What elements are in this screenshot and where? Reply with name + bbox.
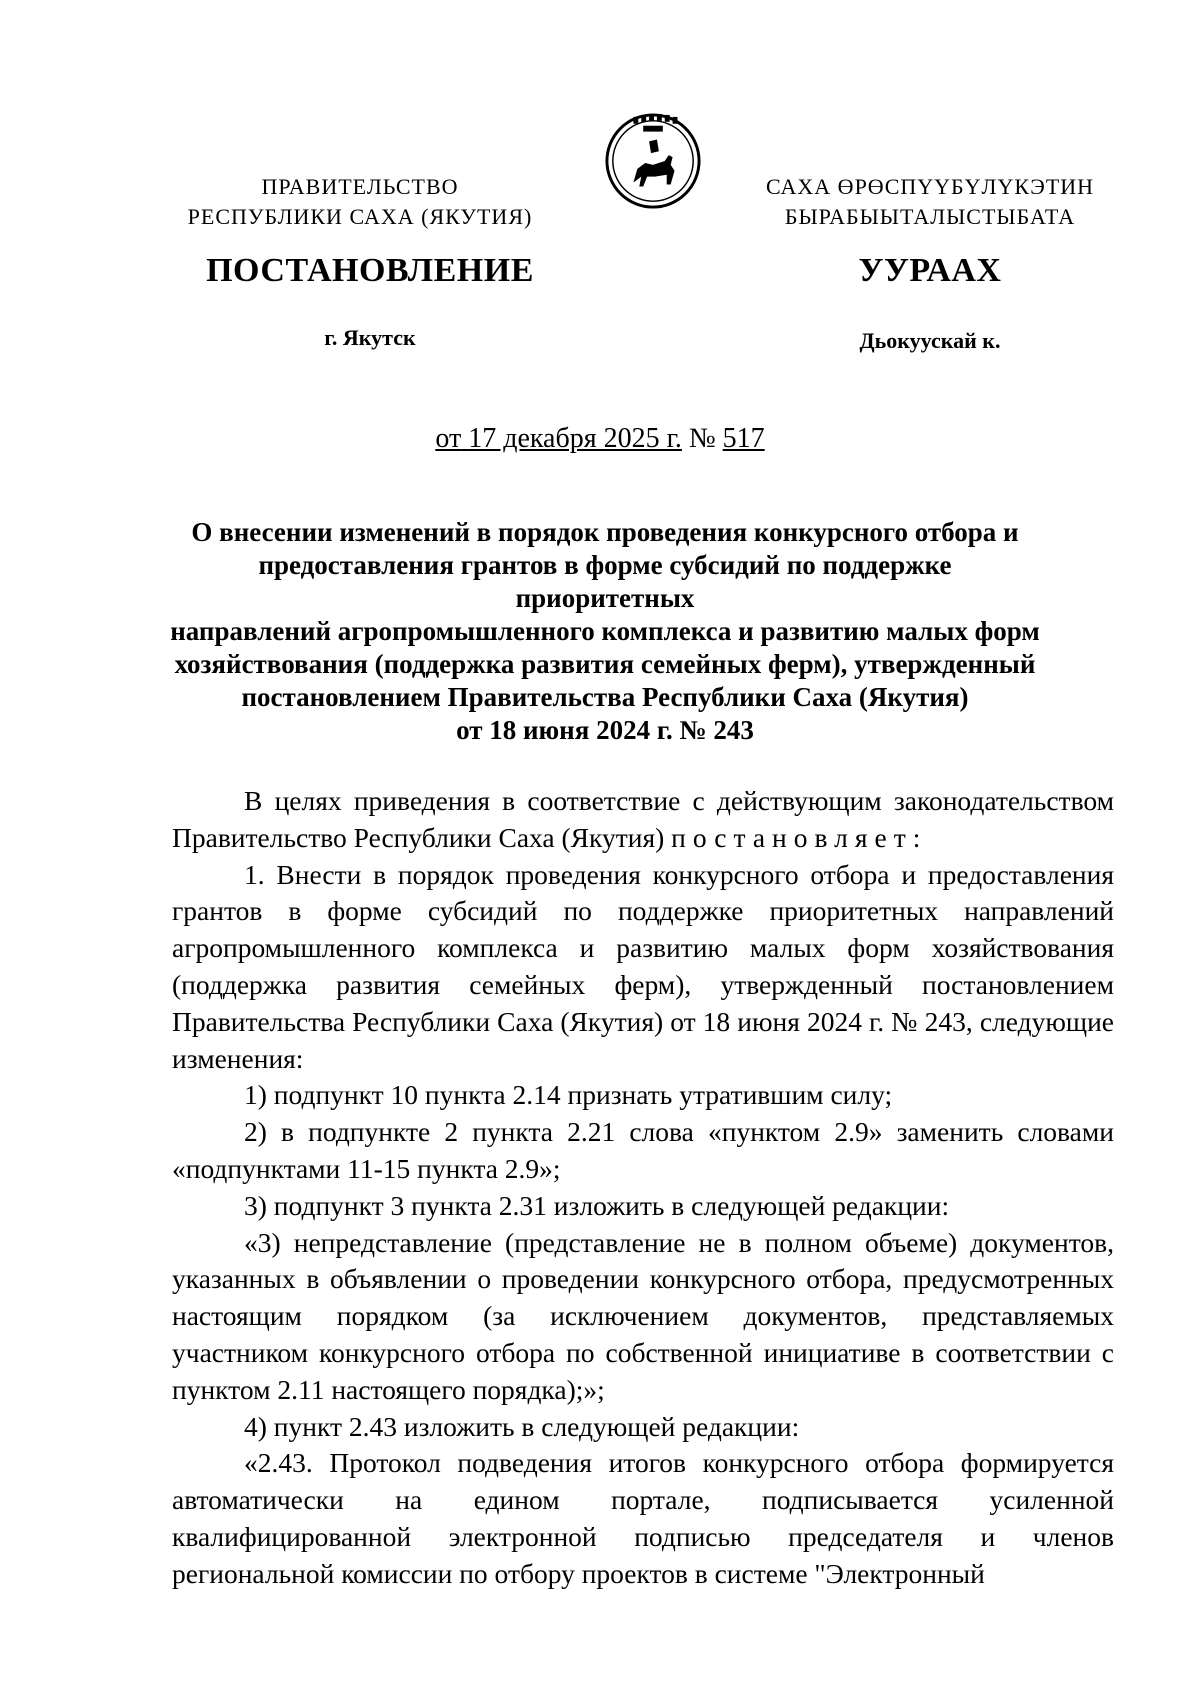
resolves-word: постановляет: xyxy=(671,821,928,853)
government-name-ru-line2: РЕСПУБЛИКИ САХА (ЯКУТИЯ) xyxy=(187,204,533,229)
government-name-sakha-line2: БЫРАБЫЫТАЛЫСТЫБАТА xyxy=(784,204,1076,229)
body-paragraph: 3) подпункт 3 пункта 2.31 изложить в следующей редакции: xyxy=(244,1189,950,1221)
body-paragraph: «3) непредставление (представление не в полном объеме) документов, указанных в объявлении о проведении конкурсного отбора, предусмотренных настоящим порядком (за исключением документов, представляемых участником конкурсного отбора по собственной инициативе в соответствии с пунктом 2.11 настоящего порядка);»; xyxy=(172,1226,1114,1405)
sakha-coat-of-arms-icon xyxy=(604,112,702,210)
body-paragraph: 2) в подпункте 2 пункта 2.21 слова «пунктом 2.9» заменить словами «подпунктами 11-15 пункта 2.9»; xyxy=(172,1116,1114,1184)
body-paragraph: «2.43. Протокол подведения итогов конкурсного отбора формируется автоматически на едином портале, подписывается усиленной квалифицированной электронной подписью председателя и членов региональной комиссии по отбору проектов в системе "Электронный xyxy=(172,1447,1114,1589)
document-title xyxy=(170,516,1040,747)
document-type-sakha: УУРААХ xyxy=(858,252,1002,289)
government-name-ru-line1: ПРАВИТЕЛЬСТВО xyxy=(261,174,459,199)
document-title-line: направлений агропромышленного комплекса и развитию малых форм xyxy=(170,616,1040,646)
city-sakha: Дьокуускай к. xyxy=(859,328,1001,353)
date-prefix: от xyxy=(435,423,462,454)
body-paragraph xyxy=(172,783,1114,857)
document-title-line: О внесении изменений в порядок проведения конкурсного отбора и xyxy=(191,517,1019,547)
city-ru: г. Якутск xyxy=(324,325,416,350)
body-paragraph: 1. Внести в порядок проведения конкурсного отбора и предоставления грантов в форме субсидий по поддержке приоритетных направлений агропромышленного комплекса и развитию малых форм хозяйствования (поддержка развития семейных ферм), утвержденный постановлением Правительства Республики Саха (Якутия) от 18 июня 2024 г. № 243, следующие изменения: xyxy=(172,858,1114,1074)
document-number: 517 xyxy=(722,423,765,454)
government-name-ru xyxy=(150,172,570,232)
government-name-sakha-line1: САХА ӨРӨСПҮҮБҮЛҮКЭТИН xyxy=(765,174,1095,199)
preamble-text: В целях приведения в соответствие с действующим законодательством Правительство Республики Саха (Якутия) xyxy=(172,785,1114,853)
document-title-line: постановлением Правительства Республики Саха (Якутия) xyxy=(241,682,969,712)
number-sign: № xyxy=(688,423,716,454)
document-title-line: от 18 июня 2024 г. № 243 xyxy=(456,715,754,745)
document-title-line: хозяйствования (поддержка развития семейных ферм), утвержденный xyxy=(174,649,1036,679)
document-date: 17 декабря 2025 г. xyxy=(468,423,682,454)
document-body xyxy=(172,783,1114,1593)
body-paragraph: 4) пункт 2.43 изложить в следующей редакции: xyxy=(244,1410,800,1442)
document-date-number xyxy=(300,423,900,455)
body-paragraph: 1) подпункт 10 пункта 2.14 признать утратившим силу; xyxy=(244,1079,893,1111)
document-title-line: предоставления грантов в форме субсидий по поддержке приоритетных xyxy=(258,550,952,613)
document-type-ru: ПОСТАНОВЛЕНИЕ xyxy=(206,252,534,289)
government-name-sakha xyxy=(740,172,1120,232)
